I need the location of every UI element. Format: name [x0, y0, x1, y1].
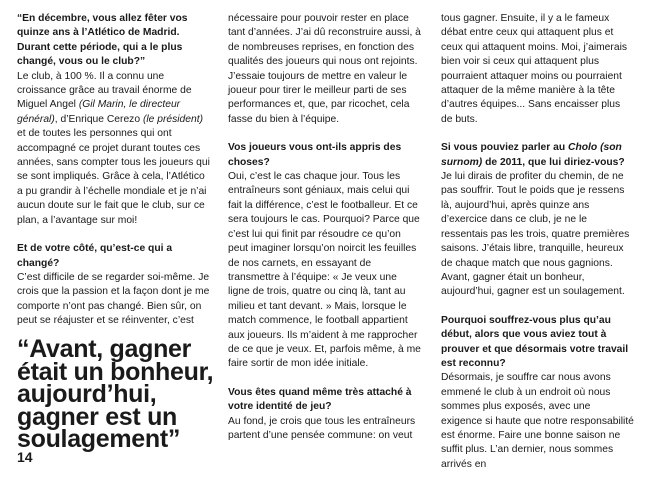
answer-1-text-a: Le club, à 100 %. Il a connu une croissance grâce au travail énorme de Miguel Angel	[17, 70, 192, 111]
answer-2: C’est difficile de se regarder soi-même. Je crois que la passion et la façon dont je me comporte n’ont pas changé. Bien sûr, on peut se réajuster et se réinventer, c’est	[17, 271, 210, 327]
answer-6: Désormais, je souffre car nous avons emmené le club à un endroit où nous sommes plus exposés, avec une exigence si haute que notre responsabilité est énorme. Faire une bonne saison ne suffit plus. L’an dernier, nous sommes arrivés en	[441, 372, 634, 470]
answer-1	[17, 70, 210, 228]
question-6: Pourquoi souffrez-vous plus qu’au début, alors que vous aviez tout à prouver et que désormais votre travail est reconnu?	[441, 314, 629, 369]
question-2: Et de votre côté, qu’est-ce qui a changé?	[17, 243, 173, 269]
column-2	[228, 12, 421, 443]
answer-1-text-b: , d’Enrique Cerezo	[54, 113, 143, 125]
answer-5: Je lui dirais de profiter du chemin, de ne pas souffrir. Tout le poids que je ressens là, aujourd’hui, après quinze ans d’exercice dans ce club, je ne le ressentais pas les trois, quatre premières saisons. J’étais libre, tranquille, heureux de chaque match que nous gagnions. Avant, gagner était un bonheur, aujourd’hui, gagner est un soulagement.	[441, 171, 630, 298]
pull-quote: “Avant, gagner était un bonheur, aujourd’hui, gagner est un soulagement”	[17, 335, 214, 454]
question-5	[441, 141, 634, 170]
question-4: Vous êtes quand même très attaché à votre identité de jeu?	[228, 386, 412, 413]
question-3: Vos joueurs vous ont-ils appris des choses?	[228, 142, 402, 168]
answer-1-note-gil-marin: (Gil Marin, le directeur général)	[17, 99, 181, 125]
question-5-text-a: Si vous pouviez parler au	[441, 142, 569, 154]
question-5-nickname: Cholo (son surnom)	[441, 142, 622, 168]
column-1	[17, 12, 210, 329]
answer-3: Oui, c’est le cas chaque jour. Tous les entraîneurs sont géniaux, mais celui qui fait la différence, c’est le footballeur. Et ce sera toujours le cas. Pourquoi? Parce que c’est lui qui finit par résoudre ce qu’on peut imaginer lorsqu’on noircit les feuilles de nos carnets, en essayant de transmettre à l’équipe: « Je veux une ligne de trois, quatre ou cinq là, tant au milieu et tant devant. » Mais, lorsque le match commence, le football appartient aux joueurs. Ils m’aident à me rapprocher de ce que je veux. Et, parfois même, à me faire sortir de mon idée initiale.	[228, 171, 421, 370]
page-number: 14	[17, 449, 33, 465]
question-1: “En décembre, vous allez fêter vos quinze ans à l’Atlético de Madrid. Durant cette période, qui a le plus changé, vous ou le club?”	[17, 13, 188, 68]
answer-2-continued: nécessaire pour pouvoir rester en place tant d’années. J’ai dû reconstruire aussi, à de nombreuses reprises, en fonction des qualités des joueurs qui nous ont rejoints. J’essaie toujours de mettre en valeur le joueur pour tirer le meilleur parti de ses performances et, que, par ricochet, cela fasse du bien à l’équipe.	[228, 13, 421, 125]
answer-4: Au fond, je crois que tous les entraîneurs partent d’une pensée commune: on veut	[228, 415, 416, 441]
answer-1-text-c: et de toutes les personnes qui ont accompagné ce projet durant toutes ces années, sans compter tous les joueurs qui se sont impliqués. Grâce à cela, l’Atlético a pu grandir à l’échelle mondiale et je n’ai aucun doute sur le fait que le club, sur ce plan, a l’avantage sur moi!	[17, 128, 210, 226]
answer-1-note-cerezo: (le président)	[142, 113, 204, 125]
answer-4-continued: tous gagner. Ensuite, il y a le fameux débat entre ceux qui attaquent plus et ceux qui attaquent moins. Moi, j’aimerais bien voir si ceux qui attaquent plus pourraient attaquer moins ou pourraient attaquer de la même manière à la tête d’autres équipes... Sans encaisser plus de buts.	[441, 13, 628, 125]
column-3	[441, 12, 634, 472]
question-5-text-b: de 2011, que lui diriez-vous?	[482, 156, 625, 168]
